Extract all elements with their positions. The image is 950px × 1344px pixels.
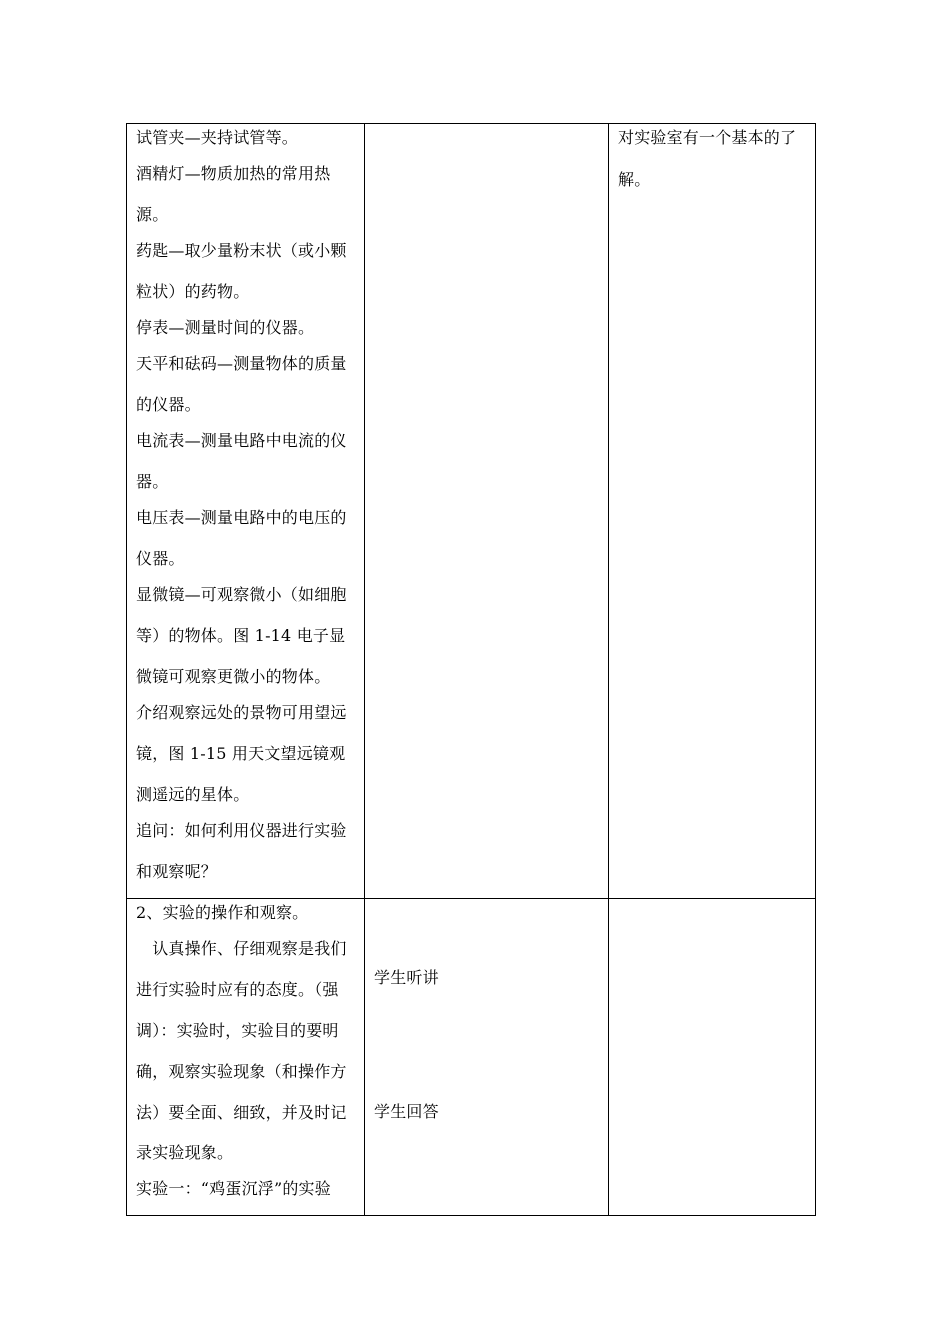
text-line: 法）要全面、细致，并及时记 [136,1103,347,1122]
text-line: 仪器。 [136,549,185,568]
text-line: 确，观察实验现象（和操作方 [136,1062,347,1081]
text-line: 酒精灯—物质加热的常用热 [136,164,331,183]
text-line: 源。 [136,205,169,224]
text-line: 2、实验的操作和观察。 [136,903,309,922]
text-line: 镜，图 1-15 用天文望远镜观 [136,744,346,763]
table-column-divider-1 [364,123,365,1216]
text-line: 录实验现象。 [136,1143,234,1162]
row2-teacher-activity-cell [136,899,361,1215]
text-line: 对实验室有一个基本的了 [618,128,797,147]
text-line: 粒状）的药物。 [136,282,250,301]
table-border-bottom [126,1215,816,1216]
text-line: 和观察呢？ [136,862,218,881]
text-line: 天平和砝码—测量物体的质量 [136,354,347,373]
table-border-right [815,123,816,1216]
table-column-divider-2 [608,123,609,1216]
text-line: 试管夹—夹持试管等。 [136,128,299,147]
row2-design-intent-cell [618,899,813,1215]
text-line: 学生回答 [374,1102,439,1121]
text-line: 认真操作、仔细观察是我们 [136,939,347,958]
text-line: 的仪器。 [136,395,201,414]
text-line: 测遥远的星体。 [136,785,250,804]
text-line: 电压表—测量电路中的电压的 [136,508,347,527]
row1-design-intent-cell [618,123,813,898]
row2-student-activity-cell [374,899,604,1215]
text-line: 显微镜—可观察微小（如细胞 [136,585,347,604]
text-line: 停表—测量时间的仪器。 [136,318,315,337]
text-line: 药匙—取少量粉末状（或小颗 [136,241,347,260]
row1-teacher-activity-cell [136,123,361,898]
text-line: 电流表—测量电路中电流的仪 [136,431,347,450]
text-line: 学生听讲 [374,968,439,987]
text-line: 追问：如何利用仪器进行实验 [136,821,347,840]
text-line: 介绍观察远处的景物可用望远 [136,703,347,722]
text-line: 微镜可观察更微小的物体。 [136,667,331,686]
text-line: 实验一：“鸡蛋沉浮”的实验 [136,1179,331,1198]
text-line: 调）：实验时，实验目的要明 [136,1021,339,1040]
text-line: 等）的物体。图 1-14 电子显 [136,626,346,645]
lesson-plan-table [126,123,816,1216]
row1-student-activity-cell [374,123,604,898]
text-line: 器。 [136,472,169,491]
table-border-left [126,123,127,1216]
text-line: 解。 [618,170,651,189]
text-line: 进行实验时应有的态度。（强 [136,980,339,999]
